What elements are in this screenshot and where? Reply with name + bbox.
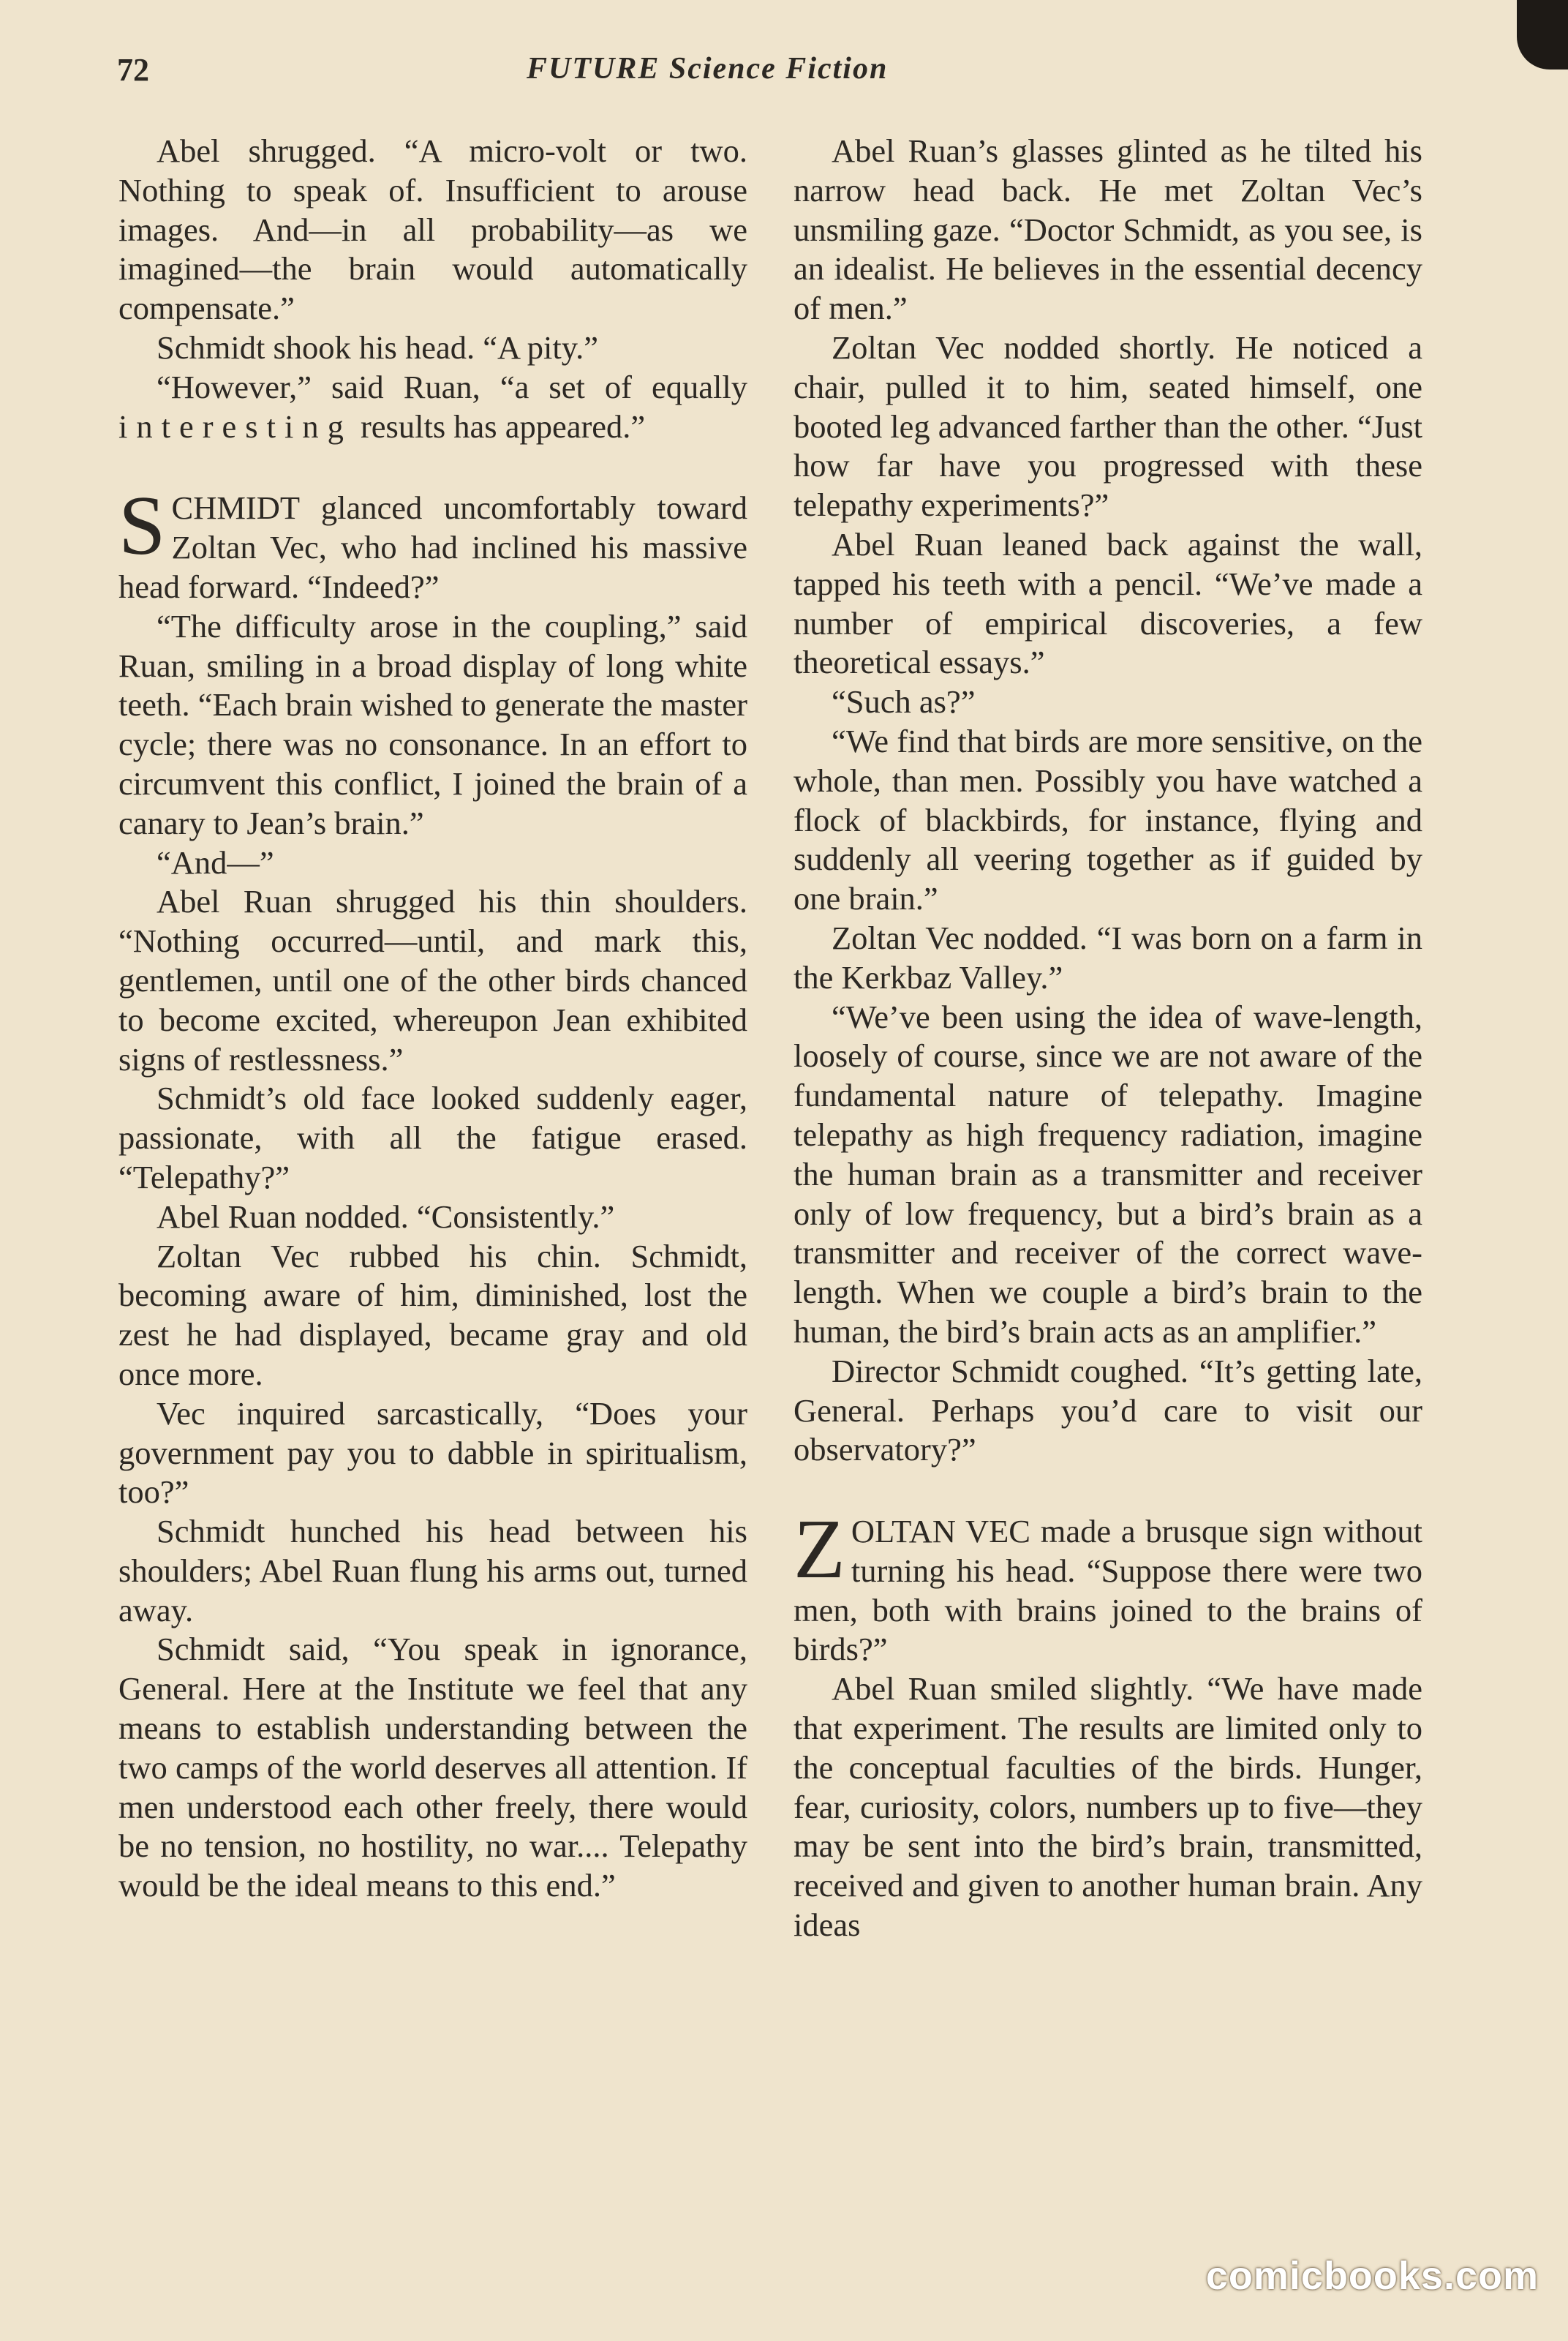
- drop-cap: S: [118, 479, 166, 574]
- spaced-word: interesting: [118, 407, 353, 445]
- text-segment: CHMIDT glanced uncomfortably toward Zoltan Vec, who had inclined his massive head forward. “Indeed?”: [118, 489, 747, 605]
- page-stain: [1517, 0, 1568, 69]
- paragraph: “The difficulty arose in the coupling,” said Ruan, smiling in a broad display of long white teeth. “Each brain wished to generate the master cycle; there was no consonance. In an effort to circumvent this conflict, I joined the brain of a canary to Jean’s brain.”: [118, 607, 747, 841]
- paragraph: [118, 368, 747, 447]
- text-segment: “However,” said Ruan, “a set of equally: [157, 368, 747, 405]
- paragraph: Abel Ruan smiled slightly. “We have made that experiment. The results are limited only to the conceptual faculties of the birds. Hunger, fear, curiosity, colors, numbers up to five—they may be sent into the bird’s brain, transmitted, received and given to another human brain. Any ideas: [794, 1670, 1422, 1944]
- page-number: 72: [117, 52, 149, 88]
- paragraph: Abel Ruan nodded. “Consistently.”: [157, 1198, 615, 1235]
- paragraph: Vec inquired sarcastically, “Does your government pay you to dabble in spiritualism, too?”: [118, 1394, 747, 1511]
- paragraph: Zoltan Vec nodded shortly. He noticed a chair, pulled it to him, seated himself, one booted leg advanced farther than the other. “Just how far have you progressed with these telepathy experiments?”: [794, 328, 1423, 524]
- watermark: comicbooks.com: [1205, 2254, 1539, 2298]
- right-column: [794, 132, 1422, 1945]
- paragraph: Schmidt shook his head. “A pity.”: [157, 328, 598, 366]
- section-break: [794, 1470, 1422, 1512]
- paragraph: [794, 1503, 1422, 1669]
- paragraph: Schmidt said, “You speak in ignorance, General. Here at the Institute we feel that any means to establish understanding between the two camps of the world deserves all attention. If men understood each other freely, there would be no tension, no hostility, no war.... Telepathy would be the ideal means to this end.”: [118, 1631, 747, 1904]
- paragraph: Schmidt hunched his head between his shoulders; Abel Ruan flung his arms out, turned away.: [118, 1513, 747, 1628]
- paragraph: “We’ve been using the idea of wave-length, loosely of course, since we are not aware of the fundamental nature of telepathy. Imagine telepathy as high frequency radiation, imagine the human brain as a transmitter and receiver only of low frequency, but a bird’s brain as a transmitter and receiver of the correct wave-length. When we couple a bird’s brain to the human, the bird’s brain acts as an amplifier.”: [794, 998, 1422, 1350]
- paragraph: Abel shrugged. “A micro-volt or two. Nothing to speak of. Insufficient to arouse images. And—in all probability—as we imagined—the brain would automatically compensate.”: [118, 132, 747, 327]
- paragraph: Abel Ruan’s glasses glinted as he tilted his narrow head back. He met Zoltan Vec’s unsmiling gaze. “Doctor Schmidt, as you see, is an idealist. He believes in the essential decency of men.”: [794, 132, 1422, 327]
- paragraph: Zoltan Vec rubbed his chin. Schmidt, becoming aware of him, diminished, lost the zest he had displayed, became gray and old once more.: [118, 1237, 747, 1392]
- paragraph: [118, 479, 747, 606]
- paragraph: “We find that birds are more sensitive, on the whole, than men. Possibly you have watched a flock of blackbirds, for instance, flying and suddenly all veering together as if guided by one brain.”: [794, 722, 1422, 917]
- text-segment: results has appeared.”: [352, 407, 646, 445]
- paragraph: Zoltan Vec nodded. “I was born on a farm in the Kerkbaz Valley.”: [794, 919, 1422, 996]
- paragraph: “Such as?”: [832, 683, 976, 721]
- page-header: [117, 48, 1433, 92]
- magazine-title: FUTURE Science Fiction: [527, 52, 889, 86]
- paragraph: Schmidt’s old face looked suddenly eager, passionate, with all the fatigue erased. “Telepathy?”: [118, 1080, 747, 1195]
- text-segment: OLTAN VEC made a brusque sign without turning his head. “Suppose there were two men, both with brains joined to the brains of birds?”: [794, 1513, 1422, 1668]
- paragraph: Abel Ruan shrugged his thin shoulders. “Nothing occurred—until, and mark this, gentlemen, until one of the other birds chanced to become excited, whereupon Jean exhibited signs of restlessness.”: [118, 883, 747, 1078]
- section-break: [118, 446, 747, 489]
- paragraph: “And—”: [157, 843, 274, 881]
- drop-cap: Z: [794, 1503, 845, 1597]
- left-column: [118, 132, 747, 1906]
- paragraph: Abel Ruan leaned back against the wall, tapped his teeth with a pencil. “We’ve made a number of empirical discoveries, a few theoretical essays.”: [794, 525, 1422, 681]
- paragraph: Director Schmidt coughed. “It’s getting late, General. Perhaps you’d care to visit our observatory?”: [794, 1352, 1422, 1468]
